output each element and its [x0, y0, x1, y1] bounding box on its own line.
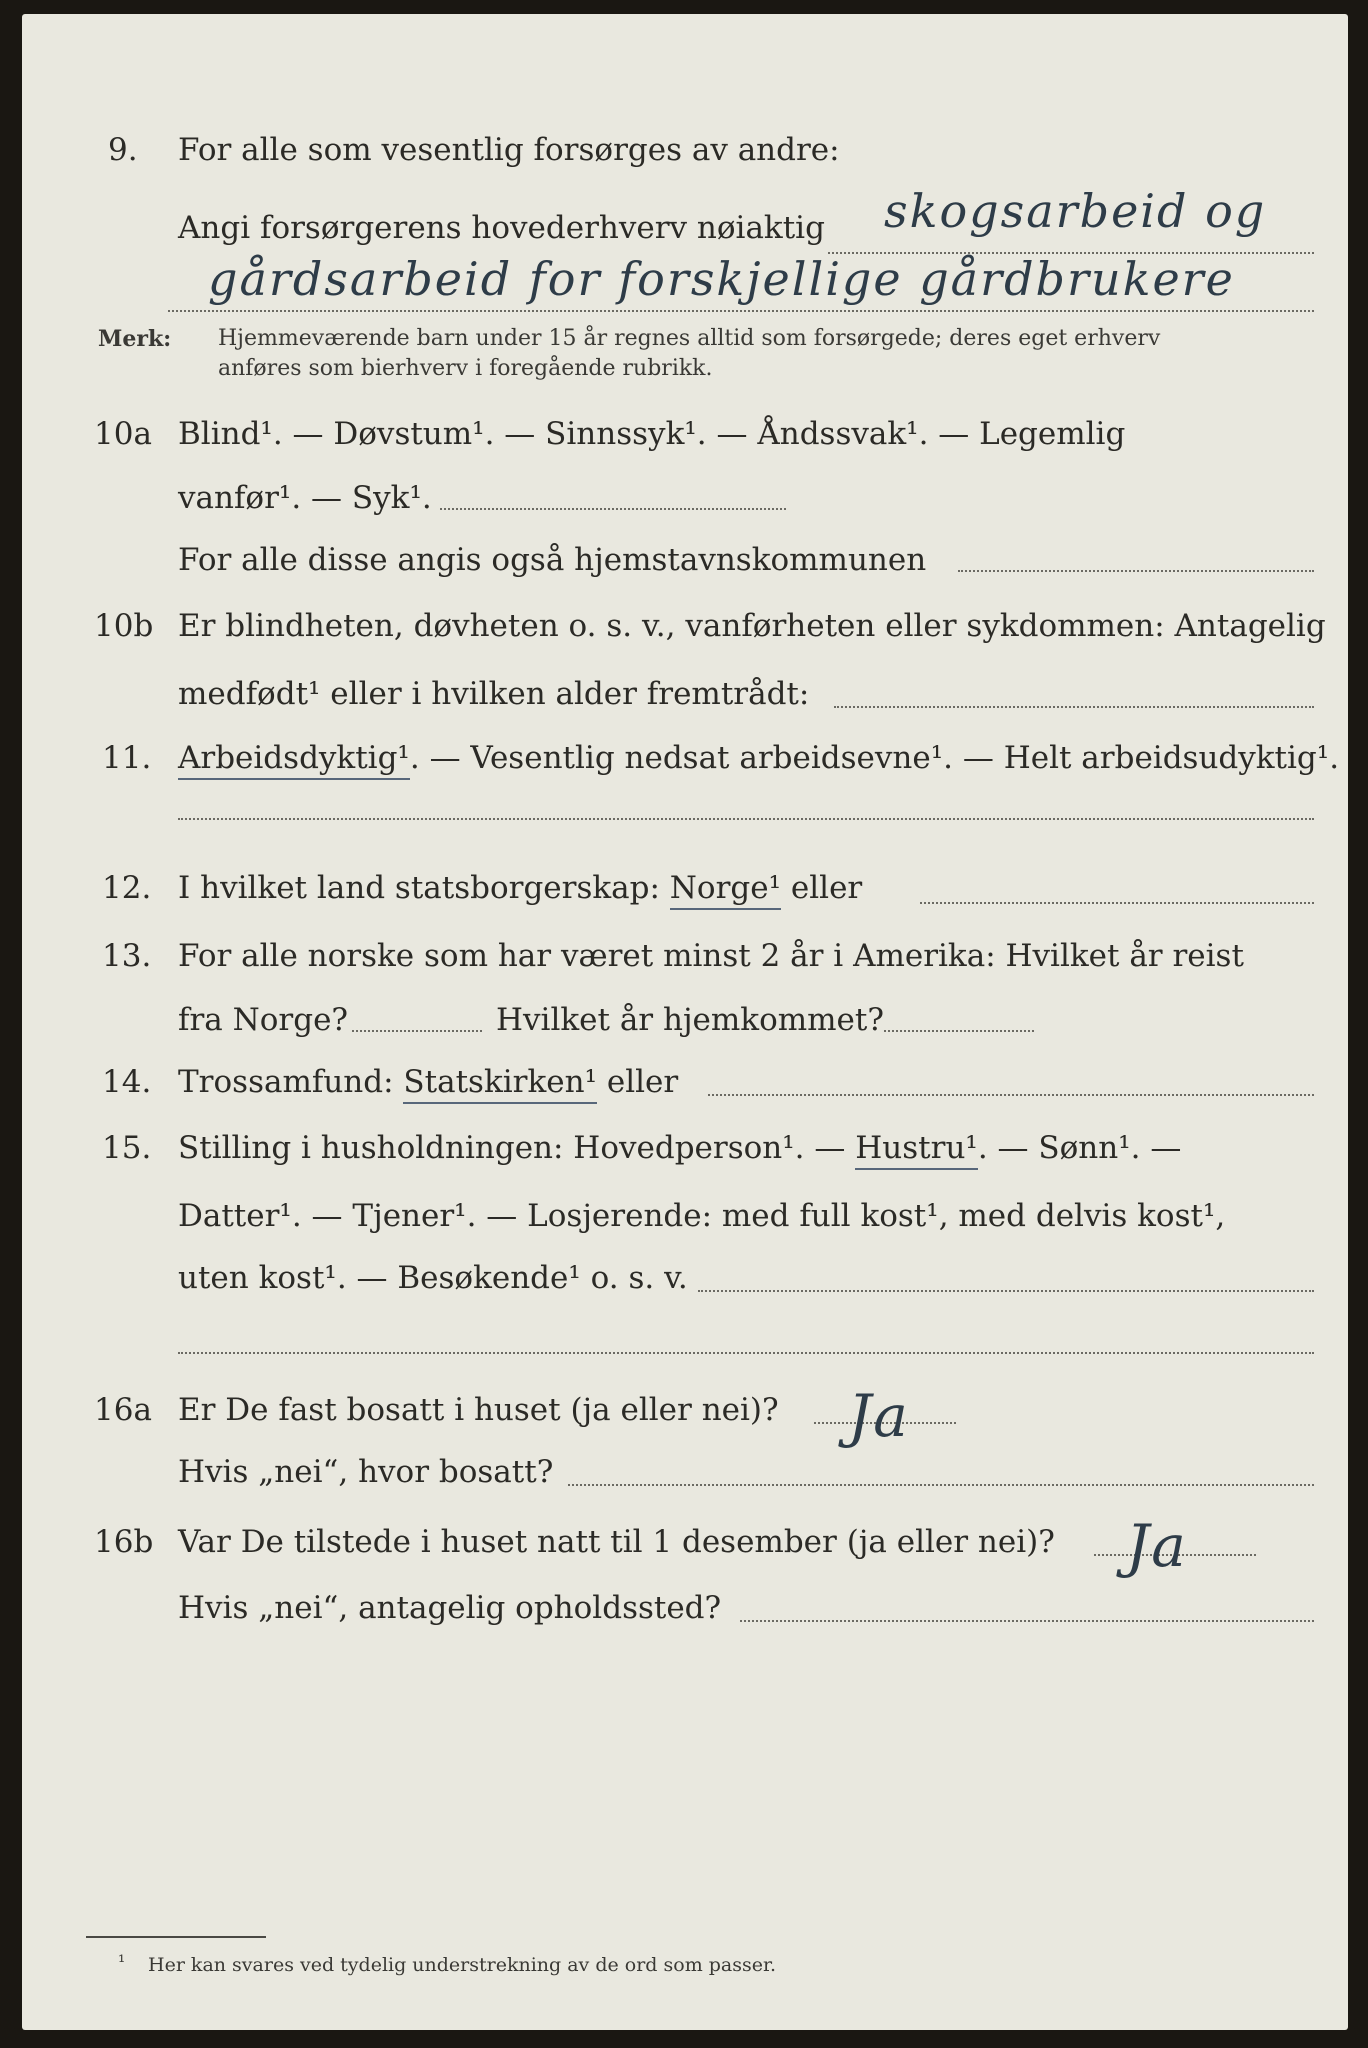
q15-selected-option: Hustru¹ — [855, 1130, 978, 1170]
q15-line2: Datter¹. — Tjener¹. — Losjerende: med full kost¹, med delvis kost¹, — [178, 1198, 1226, 1234]
q15-line1-suffix: . — Sønn¹. — — [977, 1130, 1182, 1166]
q15-number: 15. — [102, 1130, 152, 1166]
q9-number: 9. — [108, 132, 138, 168]
q13-return-line — [884, 1030, 1034, 1032]
q11-line — [178, 740, 1339, 776]
q11-selected-option: Arbeidsdyktig¹ — [178, 740, 410, 780]
q9-handwritten-answer-2: gårdsarbeid for forskjellige gårdbrukere — [208, 252, 1235, 306]
q16b-location-line — [740, 1620, 1314, 1622]
q9-line2: Angi forsørgerens hovederhverv nøiaktig — [178, 210, 825, 246]
q11-number: 11. — [102, 740, 152, 776]
footnote-mark: ¹ — [118, 1952, 126, 1973]
q10b-line1: Er blindheten, døvheten o. s. v., vanførheten eller sykdommen: Antagelig — [178, 608, 1326, 644]
q15-line1 — [178, 1130, 1181, 1166]
q10b-answer-line — [834, 706, 1314, 708]
merk-line2: anføres som bierhverv i foregående rubrikk. — [218, 356, 713, 381]
merk-line1: Hjemmeværende barn under 15 år regnes alltid som forsørgede; deres eget erhverv — [218, 326, 1161, 351]
q10b-line2: medfødt¹ eller i hvilken alder fremtrådt: — [178, 676, 810, 712]
q14-suffix: eller — [606, 1064, 679, 1100]
q12-prefix: I hvilket land statsborgerskap: — [178, 870, 660, 906]
q13-line1: For alle norske som har været minst 2 år i Amerika: Hvilket år reist — [178, 938, 1244, 974]
q11-rest: . — Vesentlig nedsat arbeidsevne¹. — Helt arbeidsudyktig¹. — [409, 740, 1340, 776]
q10b-number: 10b — [94, 608, 154, 644]
q10a-line2: vanfør¹. — Syk¹. — [178, 480, 432, 516]
merk-label: Merk: — [98, 326, 172, 352]
q16b-line1: Var De tilstede i huset natt til 1 desember (ja eller nei)? — [178, 1524, 1055, 1560]
q16b-line2: Hvis „nei“, antagelig opholdssted? — [178, 1590, 722, 1626]
footnote-rule — [86, 1936, 266, 1938]
q12-answer-line — [920, 902, 1314, 904]
q9-line1: For alle som vesentlig forsørges av andre: — [178, 132, 840, 168]
q10a-line1: Blind¹. — Døvstum¹. — Sinnssyk¹. — Åndssvak¹. — Legemlig — [178, 416, 1126, 452]
q14-prefix: Trossamfund: — [178, 1064, 394, 1100]
q12-number: 12. — [102, 870, 152, 906]
q13-number: 13. — [102, 938, 152, 974]
q12-line — [178, 870, 862, 906]
q14-selected-option: Statskirken¹ — [403, 1064, 597, 1104]
q16a-number: 16a — [94, 1392, 152, 1428]
census-form-page — [22, 14, 1348, 2030]
q10a-number: 10a — [94, 416, 152, 452]
q14-line — [178, 1064, 678, 1100]
q13-line2b: Hvilket år hjemkommet? — [496, 1002, 884, 1038]
q11-answer-line — [178, 818, 1314, 820]
q14-number: 14. — [102, 1064, 152, 1100]
q16b-handwritten-answer: Ja — [1126, 1512, 1188, 1580]
q13-line2a: fra Norge? — [178, 1002, 349, 1038]
q9-answer-line2 — [168, 310, 1314, 312]
q16a-residence-line — [568, 1484, 1314, 1486]
q10a-answer-line — [440, 508, 786, 510]
q16b-number: 16b — [94, 1524, 154, 1560]
q16a-handwritten-answer: Ja — [848, 1382, 910, 1450]
q15-extra-line — [178, 1352, 1314, 1354]
q15-answer-line — [698, 1290, 1314, 1292]
q12-suffix: eller — [790, 870, 863, 906]
footnote-text: Her kan svares ved tydelig understrekning av de ord som passer. — [148, 1954, 777, 1976]
q15-line3: uten kost¹. — Besøkende¹ o. s. v. — [178, 1260, 688, 1296]
q16a-line1: Er De fast bosatt i huset (ja eller nei)? — [178, 1392, 779, 1428]
q10a-line3: For alle disse angis også hjemstavnskommunen — [178, 542, 927, 578]
q16a-line2: Hvis „nei“, hvor bosatt? — [178, 1454, 554, 1490]
q9-handwritten-answer-1: skogsarbeid og — [884, 184, 1267, 238]
q12-selected-option: Norge¹ — [670, 870, 781, 910]
q14-answer-line — [708, 1094, 1314, 1096]
q13-departure-line — [352, 1030, 482, 1032]
q10a-hometown-line — [958, 570, 1314, 572]
q15-line1-prefix: Stilling i husholdningen: Hovedperson¹. — — [178, 1130, 846, 1166]
